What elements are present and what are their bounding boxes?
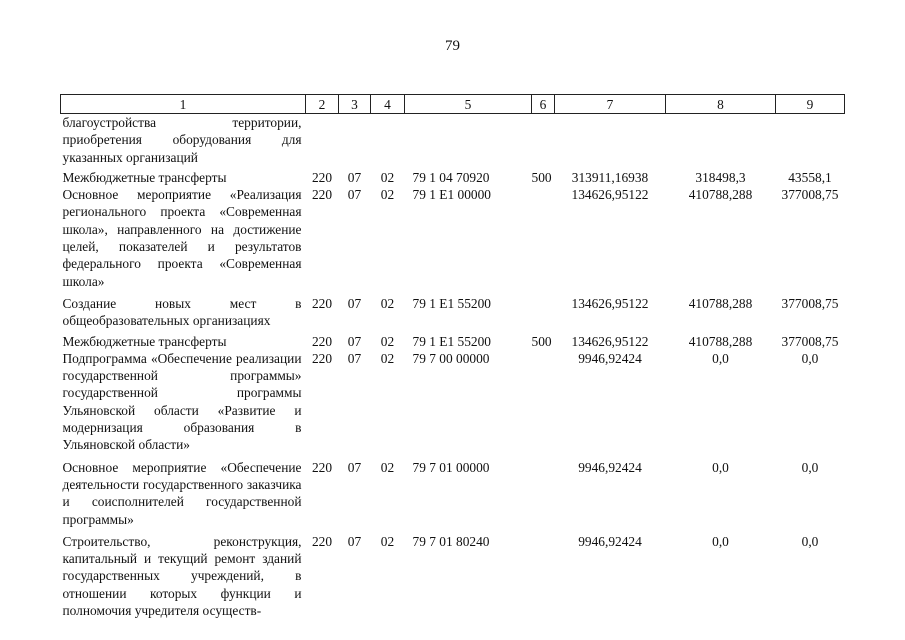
- row-target-code: 79 7 01 00000: [412, 459, 490, 475]
- row-section-code: 07: [347, 187, 362, 203]
- row-amount-1: 134626,95122: [571, 295, 649, 311]
- row-expense-type: [532, 114, 555, 166]
- column-number-header-row: [61, 95, 845, 114]
- table-row: [61, 454, 845, 528]
- row-amount-2: 0,0: [712, 350, 729, 366]
- header-cell-2: 2: [306, 95, 339, 114]
- table-row: [61, 290, 845, 330]
- row-amount-3: 0,0: [801, 350, 819, 366]
- header-cell-9: 9: [776, 95, 845, 114]
- row-section-code: 07: [347, 169, 362, 185]
- row-subsection-code: 02: [380, 333, 395, 349]
- row-amount-2: 318498,3: [695, 169, 746, 185]
- header-cell-4: 4: [371, 95, 405, 114]
- table-row: [61, 330, 845, 350]
- row-target-code: 79 7 00 00000: [412, 350, 490, 366]
- row-amount-1: 134626,95122: [571, 187, 649, 203]
- row-amount-3: 0,0: [801, 459, 819, 475]
- row-ministry-code: 220: [311, 533, 333, 549]
- row-ministry-code: 220: [311, 333, 333, 349]
- row-subsection-code: 02: [380, 187, 395, 203]
- row-expense-type: [532, 290, 555, 330]
- row-target-code: [405, 114, 532, 166]
- row-expense-type: [532, 454, 555, 528]
- row-amount-3: 377008,75: [781, 295, 839, 311]
- row-amount-2: 0,0: [712, 533, 729, 549]
- row-name: благоустройства территории, приобретения оборудования для указанных организаций: [62, 115, 302, 165]
- table-row: [61, 528, 845, 619]
- row-ministry-code: [306, 114, 339, 166]
- row-section-code: 07: [347, 459, 362, 475]
- row-expense-type: 500: [531, 333, 552, 349]
- row-name: Основное мероприятие «Обеспечение деятельности государственного заказчика и соисполнителей государственной программы»: [62, 459, 302, 527]
- row-subsection-code: 02: [380, 169, 395, 185]
- row-ministry-code: 220: [311, 459, 333, 475]
- budget-table-container: [60, 94, 844, 619]
- row-subsection-code: [371, 114, 405, 166]
- header-cell-3: 3: [339, 95, 371, 114]
- row-amount-2: [666, 114, 776, 166]
- row-target-code: 79 7 01 80240: [412, 533, 490, 549]
- row-name: Подпрограмма «Обеспечение реализации государственной программы» государственной программы Ульяновской области «Развитие и модернизация образования в Ульяновской области»: [62, 350, 302, 453]
- row-expense-type: [532, 186, 555, 290]
- row-expense-type: 500: [531, 169, 552, 185]
- row-amount-3: [776, 114, 845, 166]
- row-subsection-code: 02: [380, 533, 395, 549]
- row-name: Межбюджетные трансферты: [62, 169, 227, 185]
- row-target-code: 79 1 E1 00000: [412, 187, 491, 203]
- row-amount-3: 377008,75: [781, 187, 839, 203]
- row-ministry-code: 220: [311, 350, 333, 366]
- row-amount-2: 410788,288: [688, 187, 753, 203]
- row-target-code: 79 1 E1 55200: [412, 333, 491, 349]
- row-target-code: 79 1 04 70920: [412, 169, 490, 185]
- row-subsection-code: 02: [380, 459, 395, 475]
- header-cell-1: 1: [61, 95, 306, 114]
- row-amount-2: 410788,288: [688, 295, 753, 311]
- row-name: Строительство, реконструкция, капитальный и текущий ремонт зданий государственных учреждений, в отношении которых функции и полномочия учредителя осуществ-: [62, 533, 302, 619]
- row-section-code: [339, 114, 371, 166]
- row-amount-3: 0,0: [801, 533, 819, 549]
- row-name: Создание новых мест в общеобразовательных организациях: [62, 295, 302, 329]
- row-section-code: 07: [347, 333, 362, 349]
- budget-table: [60, 94, 845, 619]
- header-cell-6: 6: [532, 95, 555, 114]
- row-expense-type: [532, 350, 555, 454]
- row-amount-1: 313911,16938: [571, 169, 649, 185]
- row-section-code: 07: [347, 533, 362, 549]
- table-row: [61, 114, 845, 166]
- row-ministry-code: 220: [311, 169, 333, 185]
- row-amount-3: 43558,1: [788, 169, 832, 185]
- row-amount-1: [555, 114, 666, 166]
- row-ministry-code: 220: [311, 187, 333, 203]
- row-subsection-code: 02: [380, 295, 395, 311]
- row-amount-1: 9946,92424: [578, 459, 642, 475]
- header-cell-8: 8: [666, 95, 776, 114]
- row-section-code: 07: [347, 350, 362, 366]
- row-name: Основное мероприятие «Реализация регионального проекта «Современная школа», направленного на достижение целей, показателей и результатов федерального проекта «Современная школа»: [62, 187, 302, 289]
- table-row: [61, 166, 845, 186]
- header-cell-7: 7: [555, 95, 666, 114]
- row-amount-2: 0,0: [712, 459, 729, 475]
- row-amount-1: 134626,95122: [571, 333, 649, 349]
- row-amount-2: 410788,288: [688, 333, 753, 349]
- row-amount-1: 9946,92424: [578, 350, 642, 366]
- table-row: [61, 350, 845, 454]
- table-row: [61, 186, 845, 290]
- row-subsection-code: 02: [380, 350, 395, 366]
- row-amount-3: 377008,75: [781, 333, 839, 349]
- row-ministry-code: 220: [311, 295, 333, 311]
- row-name: Межбюджетные трансферты: [62, 333, 227, 349]
- row-target-code: 79 1 E1 55200: [412, 295, 491, 311]
- header-cell-5: 5: [405, 95, 532, 114]
- row-amount-1: 9946,92424: [578, 533, 642, 549]
- row-expense-type: [532, 528, 555, 619]
- page-number: 79: [445, 38, 460, 54]
- row-section-code: 07: [347, 295, 362, 311]
